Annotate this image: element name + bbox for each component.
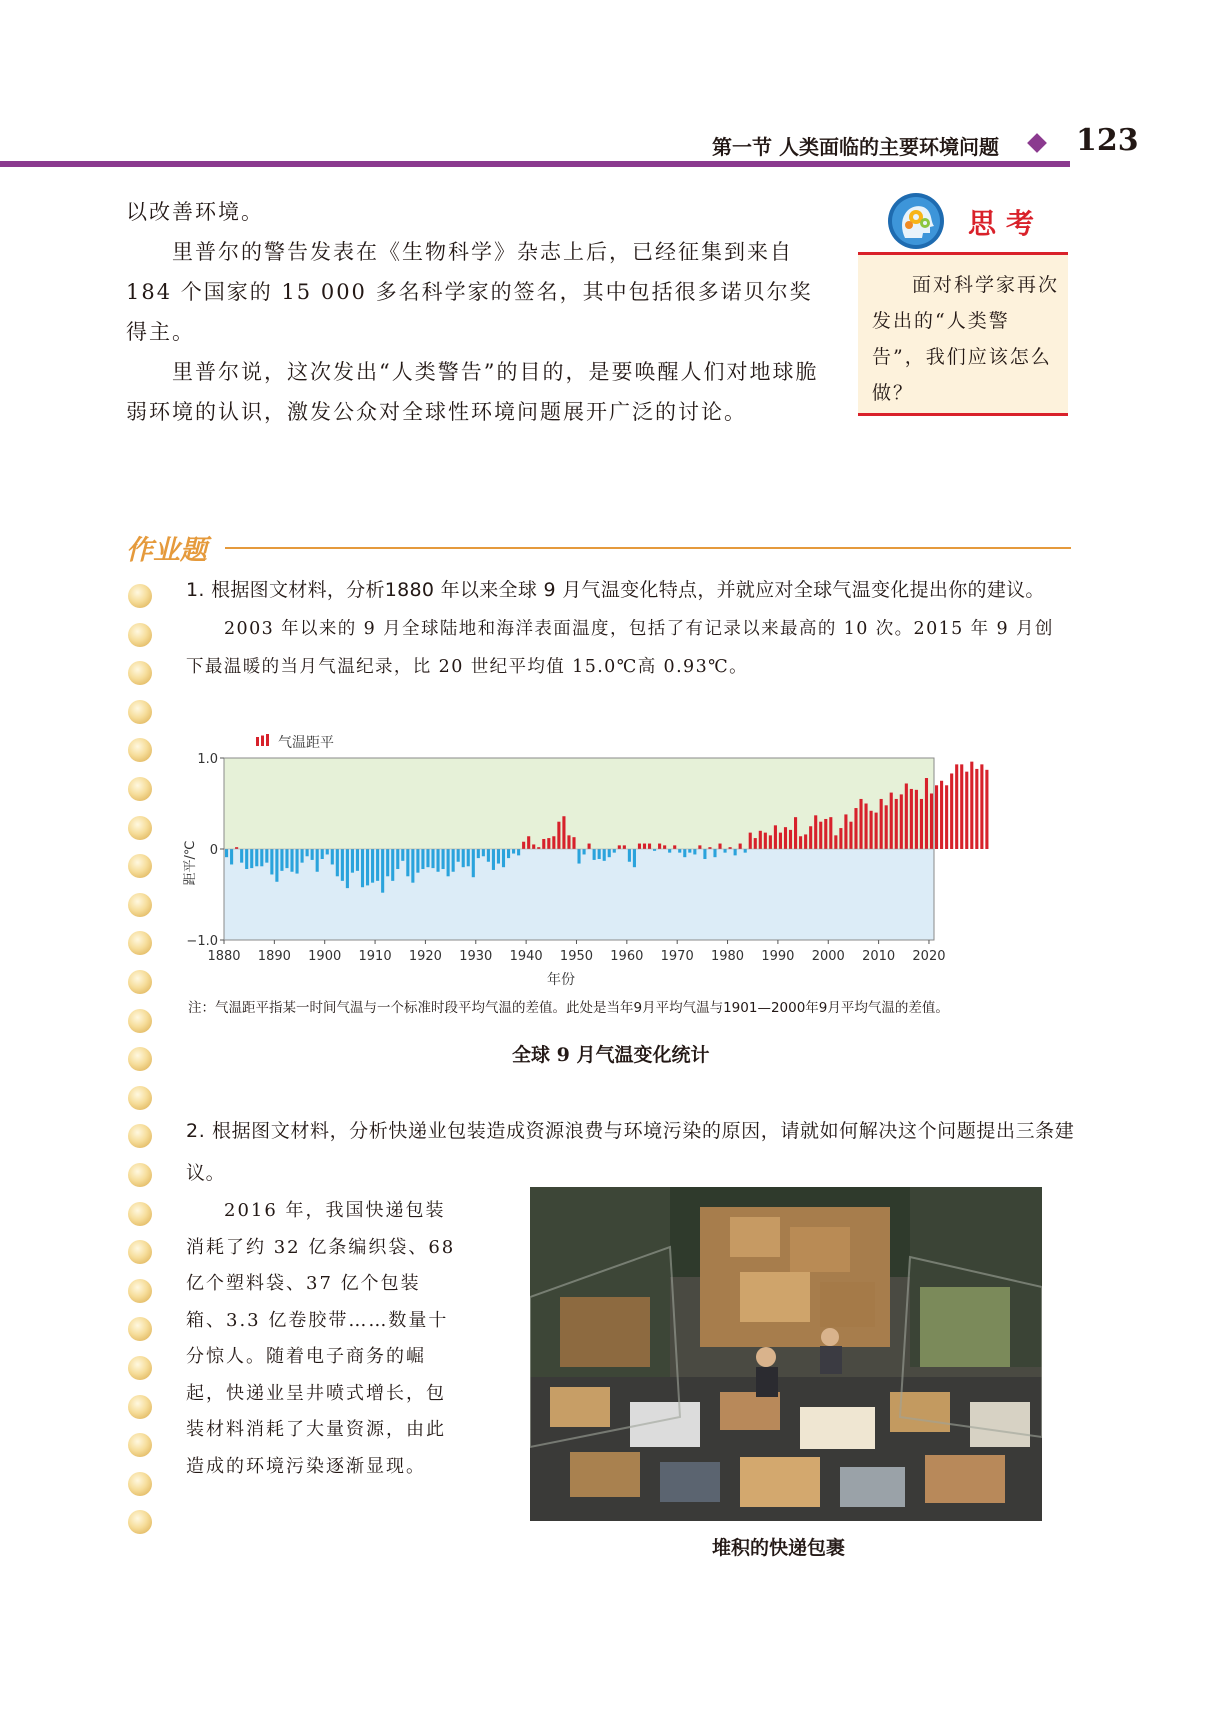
x-tick-label: 2020 bbox=[912, 949, 946, 964]
bar-1954 bbox=[598, 849, 601, 859]
bar-1941 bbox=[532, 844, 535, 849]
binder-dot bbox=[128, 1009, 152, 1033]
binder-dot bbox=[128, 1202, 152, 1226]
binder-dot bbox=[128, 970, 152, 994]
bar-1890 bbox=[275, 849, 278, 882]
x-tick-label: 1960 bbox=[610, 949, 644, 964]
bar-2029 bbox=[975, 769, 978, 849]
bar-1967 bbox=[663, 845, 666, 849]
bar-1949 bbox=[572, 837, 575, 849]
bar-1884 bbox=[245, 849, 248, 869]
bar-1883 bbox=[240, 849, 243, 863]
bar-1970 bbox=[678, 849, 681, 853]
x-tick-label: 1980 bbox=[710, 949, 745, 964]
bar-1969 bbox=[673, 845, 676, 849]
bar-2006 bbox=[859, 799, 862, 849]
bar-1901 bbox=[331, 849, 334, 864]
binder-dot bbox=[128, 1163, 152, 1187]
bar-1918 bbox=[416, 849, 419, 873]
bar-1917 bbox=[411, 849, 414, 883]
bar-1940 bbox=[527, 836, 530, 849]
binder-dot bbox=[128, 816, 152, 840]
bar-1896 bbox=[306, 849, 309, 856]
think-text: 面对科学家再次发出的“人类警告”，我们应该怎么做？ bbox=[872, 274, 1060, 404]
bar-1958 bbox=[618, 845, 621, 849]
bar-2008 bbox=[870, 811, 873, 849]
bar-1926 bbox=[457, 849, 460, 862]
bar-1957 bbox=[613, 849, 616, 853]
bar-1891 bbox=[280, 849, 283, 871]
binder-dot bbox=[128, 1086, 152, 1110]
bar-1904 bbox=[346, 849, 349, 888]
bar-2014 bbox=[900, 794, 903, 849]
bar-1995 bbox=[804, 834, 807, 849]
bar-1887 bbox=[260, 849, 263, 866]
bar-1961 bbox=[633, 849, 636, 867]
bar-1960 bbox=[628, 849, 631, 862]
think-title: 思考 bbox=[968, 207, 1045, 240]
bar-1946 bbox=[557, 822, 560, 849]
bar-2017 bbox=[915, 790, 918, 849]
x-tick-label: 1900 bbox=[308, 949, 342, 964]
bar-1906 bbox=[356, 849, 359, 871]
legend-swatch bbox=[266, 734, 269, 746]
bar-1990 bbox=[779, 833, 782, 849]
bar-1907 bbox=[361, 849, 364, 887]
bar-1892 bbox=[285, 849, 288, 868]
bar-1989 bbox=[774, 825, 777, 849]
section-title: 第一节 人类面临的主要环境问题 bbox=[712, 135, 999, 159]
bar-1985 bbox=[754, 838, 757, 849]
binder-dot bbox=[128, 931, 152, 955]
bar-1996 bbox=[809, 826, 812, 849]
question-1: 1. 根据图文材料，分析1880 年以来全球 9 月气温变化特点，并就应对全球气温变化提出你的建议。 bbox=[186, 579, 1045, 601]
bar-1945 bbox=[552, 836, 555, 849]
bar-2021 bbox=[935, 785, 938, 849]
binder-dot bbox=[128, 1356, 152, 1380]
x-tick-label: 1970 bbox=[660, 949, 694, 964]
think-box bbox=[858, 252, 1068, 416]
x-tick-label: 1930 bbox=[459, 949, 493, 964]
binder-dot bbox=[128, 623, 152, 647]
bar-2023 bbox=[945, 785, 948, 849]
binder-dot bbox=[128, 1047, 152, 1071]
bar-1984 bbox=[749, 833, 752, 849]
body-text bbox=[126, 192, 834, 432]
binder-dot bbox=[128, 777, 152, 801]
binder-dot bbox=[128, 584, 152, 608]
bar-1968 bbox=[668, 849, 671, 853]
bar-1959 bbox=[623, 845, 626, 849]
binder-dot bbox=[128, 1240, 152, 1264]
bar-1952 bbox=[588, 844, 591, 849]
body-line-1: 以改善环境。 bbox=[126, 200, 264, 224]
bar-2020 bbox=[930, 793, 933, 849]
binder-dot bbox=[128, 854, 152, 878]
bar-2024 bbox=[950, 773, 953, 849]
question-2: 2. 根据图文材料，分析快递业包装造成资源浪费与环境污染的原因，请就如何解决这个问题提出三条建议。 bbox=[186, 1120, 1075, 1184]
bar-1915 bbox=[401, 849, 404, 861]
bar-1982 bbox=[739, 844, 742, 849]
bar-1943 bbox=[542, 839, 545, 849]
page-number: 123 bbox=[1076, 123, 1139, 158]
bar-1897 bbox=[311, 849, 314, 860]
bar-1999 bbox=[824, 819, 827, 849]
bar-1929 bbox=[472, 849, 475, 877]
bar-1919 bbox=[421, 849, 424, 869]
bar-1889 bbox=[270, 849, 273, 874]
bar-1910 bbox=[376, 849, 379, 881]
bar-1914 bbox=[396, 849, 399, 869]
x-axis-label: 年份 bbox=[547, 972, 575, 988]
bar-1933 bbox=[492, 849, 495, 870]
y-axis-label: 距平/℃ bbox=[183, 840, 198, 886]
bar-1921 bbox=[431, 849, 434, 868]
bar-2022 bbox=[940, 781, 943, 849]
binder-dot bbox=[128, 1472, 152, 1496]
bar-1979 bbox=[724, 849, 727, 853]
bar-1992 bbox=[789, 830, 792, 849]
bar-1924 bbox=[447, 849, 450, 876]
bar-1997 bbox=[814, 815, 817, 849]
bar-1934 bbox=[497, 849, 500, 864]
temperature-chart bbox=[172, 728, 1052, 990]
question-2-material: 2016 年，我国快递包装消耗了约 32 亿条编织袋、68亿个塑料袋、37 亿个包装箱、3.3 亿卷胶带……数量十分惊人。随着电子商务的崛起，快递业呈井喷式增长，包装材料消耗了大量资源，由此造成的环境污染逐渐显现。 bbox=[186, 1200, 456, 1477]
bar-1991 bbox=[784, 827, 787, 849]
binder-dot bbox=[128, 1317, 152, 1341]
bar-2016 bbox=[910, 789, 913, 849]
binder-dot bbox=[128, 1279, 152, 1303]
binder-dot bbox=[128, 893, 152, 917]
bar-1964 bbox=[648, 844, 651, 849]
binder-dot bbox=[128, 1433, 152, 1457]
bar-2009 bbox=[875, 813, 878, 849]
bar-2012 bbox=[890, 793, 893, 849]
y-tick-label: 1.0 bbox=[197, 752, 218, 767]
bar-2025 bbox=[955, 764, 958, 849]
bar-2000 bbox=[829, 817, 832, 849]
bar-1983 bbox=[744, 849, 747, 853]
bar-1935 bbox=[502, 849, 505, 867]
x-tick-label: 1990 bbox=[761, 949, 795, 964]
binder-dot bbox=[128, 661, 152, 685]
bar-2002 bbox=[839, 828, 842, 849]
bar-1981 bbox=[734, 849, 737, 855]
bar-1908 bbox=[366, 849, 369, 885]
bar-1899 bbox=[321, 849, 324, 859]
bar-1930 bbox=[477, 849, 480, 858]
x-tick-label: 1920 bbox=[408, 949, 442, 964]
bar-1886 bbox=[255, 849, 258, 866]
express-packages-photo bbox=[530, 1187, 1042, 1521]
body-paragraph-2: 里普尔的警告发表在《生物科学》杂志上后，已经征集到来自 184 个国家的 15 000 多名科学家的签名，其中包括很多诺贝尔奖得主。 bbox=[126, 240, 813, 344]
bar-1920 bbox=[426, 849, 429, 867]
bar-2028 bbox=[970, 762, 973, 849]
bar-1955 bbox=[603, 849, 606, 861]
body-paragraph-3: 里普尔说，这次发出“人类警告”的目的，是要唤醒人们对地球脆弱环境的认识，激发公众对全球性环境问题展开广泛的讨论。 bbox=[126, 360, 819, 424]
question-1-material: 2003 年以来的 9 月全球陆地和海洋表面温度，包括了有记录以来最高的 10 次。2015 年 9 月创下最温暖的当月气温纪录，比 20 世纪平均值 15.0℃高 0.93℃。 bbox=[186, 619, 1054, 677]
homework-title: 作业题 bbox=[126, 535, 207, 566]
bar-1975 bbox=[703, 849, 706, 859]
bar-1950 bbox=[577, 849, 580, 864]
bar-1927 bbox=[462, 849, 465, 867]
bar-1916 bbox=[406, 849, 409, 876]
bar-1963 bbox=[643, 844, 646, 849]
bar-1947 bbox=[562, 816, 565, 849]
bar-1974 bbox=[698, 845, 701, 849]
bar-2019 bbox=[925, 778, 928, 849]
bar-2001 bbox=[834, 835, 837, 849]
bar-1938 bbox=[517, 849, 520, 855]
x-tick-label: 1910 bbox=[358, 949, 392, 964]
bar-2013 bbox=[895, 799, 898, 849]
x-tick-label: 1880 bbox=[207, 949, 241, 964]
bar-1978 bbox=[718, 844, 721, 849]
brain-gear-icon bbox=[887, 192, 945, 250]
bar-1953 bbox=[593, 849, 596, 860]
bar-2010 bbox=[880, 799, 883, 849]
chart-note: 注：气温距平指某一时间气温与一个标准时段平均气温的差值。此处是当年9月平均气温与1901—2000年9月平均气温的差值。 bbox=[188, 1000, 949, 1016]
binder-dot bbox=[128, 1510, 152, 1534]
bar-2027 bbox=[965, 772, 968, 849]
legend-swatch bbox=[261, 736, 264, 747]
diamond-icon bbox=[1027, 133, 1047, 153]
binder-dots bbox=[128, 584, 154, 1564]
bar-2011 bbox=[885, 805, 888, 849]
header-rule bbox=[0, 161, 1070, 167]
binder-dot bbox=[128, 738, 152, 762]
bar-1994 bbox=[799, 836, 802, 849]
bar-1987 bbox=[764, 833, 767, 849]
bar-1998 bbox=[819, 822, 822, 849]
bar-2003 bbox=[844, 814, 847, 849]
bar-1931 bbox=[482, 849, 485, 856]
homework-rule bbox=[225, 547, 1071, 549]
bar-1939 bbox=[522, 842, 525, 849]
bar-1893 bbox=[290, 849, 293, 872]
bar-1973 bbox=[693, 849, 696, 854]
binder-dot bbox=[128, 1395, 152, 1419]
bar-1922 bbox=[436, 849, 439, 872]
bar-1948 bbox=[567, 835, 570, 849]
bar-1912 bbox=[386, 849, 389, 876]
chart-caption: 全球 9 月气温变化统计 bbox=[512, 1044, 710, 1066]
x-tick-label: 1890 bbox=[257, 949, 291, 964]
bar-2004 bbox=[849, 822, 852, 849]
bar-1944 bbox=[547, 838, 550, 849]
x-tick-label: 1950 bbox=[559, 949, 594, 964]
binder-dot bbox=[128, 1124, 152, 1148]
bar-2005 bbox=[854, 808, 857, 849]
bar-1881 bbox=[230, 849, 233, 864]
x-tick-label: 1940 bbox=[509, 949, 543, 964]
bar-1988 bbox=[769, 835, 772, 849]
binder-dot bbox=[128, 700, 152, 724]
bar-1986 bbox=[759, 831, 762, 849]
bar-1880 bbox=[225, 849, 228, 857]
bar-1888 bbox=[265, 849, 268, 863]
bar-1928 bbox=[467, 849, 470, 866]
bar-1909 bbox=[371, 849, 374, 883]
y-tick-label: 0 bbox=[209, 843, 218, 858]
bar-2030 bbox=[980, 764, 983, 849]
bar-1885 bbox=[250, 849, 253, 868]
bar-1911 bbox=[381, 849, 384, 893]
legend-label: 气温距平 bbox=[278, 735, 334, 751]
x-tick-label: 2010 bbox=[862, 949, 896, 964]
x-tick-label: 2000 bbox=[811, 949, 845, 964]
bar-1937 bbox=[512, 849, 515, 854]
bar-1903 bbox=[341, 849, 344, 881]
bar-1951 bbox=[583, 849, 586, 854]
bar-1956 bbox=[608, 849, 611, 857]
bar-1977 bbox=[713, 849, 716, 857]
bar-2015 bbox=[905, 783, 908, 849]
bar-1925 bbox=[452, 849, 455, 872]
bar-1900 bbox=[326, 849, 329, 854]
y-tick-label: −1.0 bbox=[186, 934, 218, 949]
legend-swatch bbox=[256, 737, 259, 746]
bar-1936 bbox=[507, 849, 510, 858]
bar-2031 bbox=[985, 770, 988, 849]
bar-1923 bbox=[442, 849, 445, 869]
bar-1962 bbox=[638, 844, 641, 849]
bar-1898 bbox=[316, 849, 319, 872]
bar-1894 bbox=[296, 849, 299, 874]
bar-1913 bbox=[391, 849, 394, 881]
bar-1972 bbox=[688, 849, 691, 853]
bar-1966 bbox=[658, 844, 661, 849]
chart-bg-positive bbox=[224, 758, 934, 849]
bar-1971 bbox=[683, 849, 686, 857]
bar-2007 bbox=[865, 804, 868, 850]
bar-1905 bbox=[351, 849, 354, 873]
bar-2026 bbox=[960, 764, 963, 849]
photo-caption: 堆积的快递包裹 bbox=[712, 1537, 846, 1559]
bar-1993 bbox=[794, 817, 797, 849]
bar-1902 bbox=[336, 849, 339, 876]
bar-1932 bbox=[487, 849, 490, 862]
bar-2018 bbox=[920, 799, 923, 849]
bar-1895 bbox=[301, 849, 304, 863]
